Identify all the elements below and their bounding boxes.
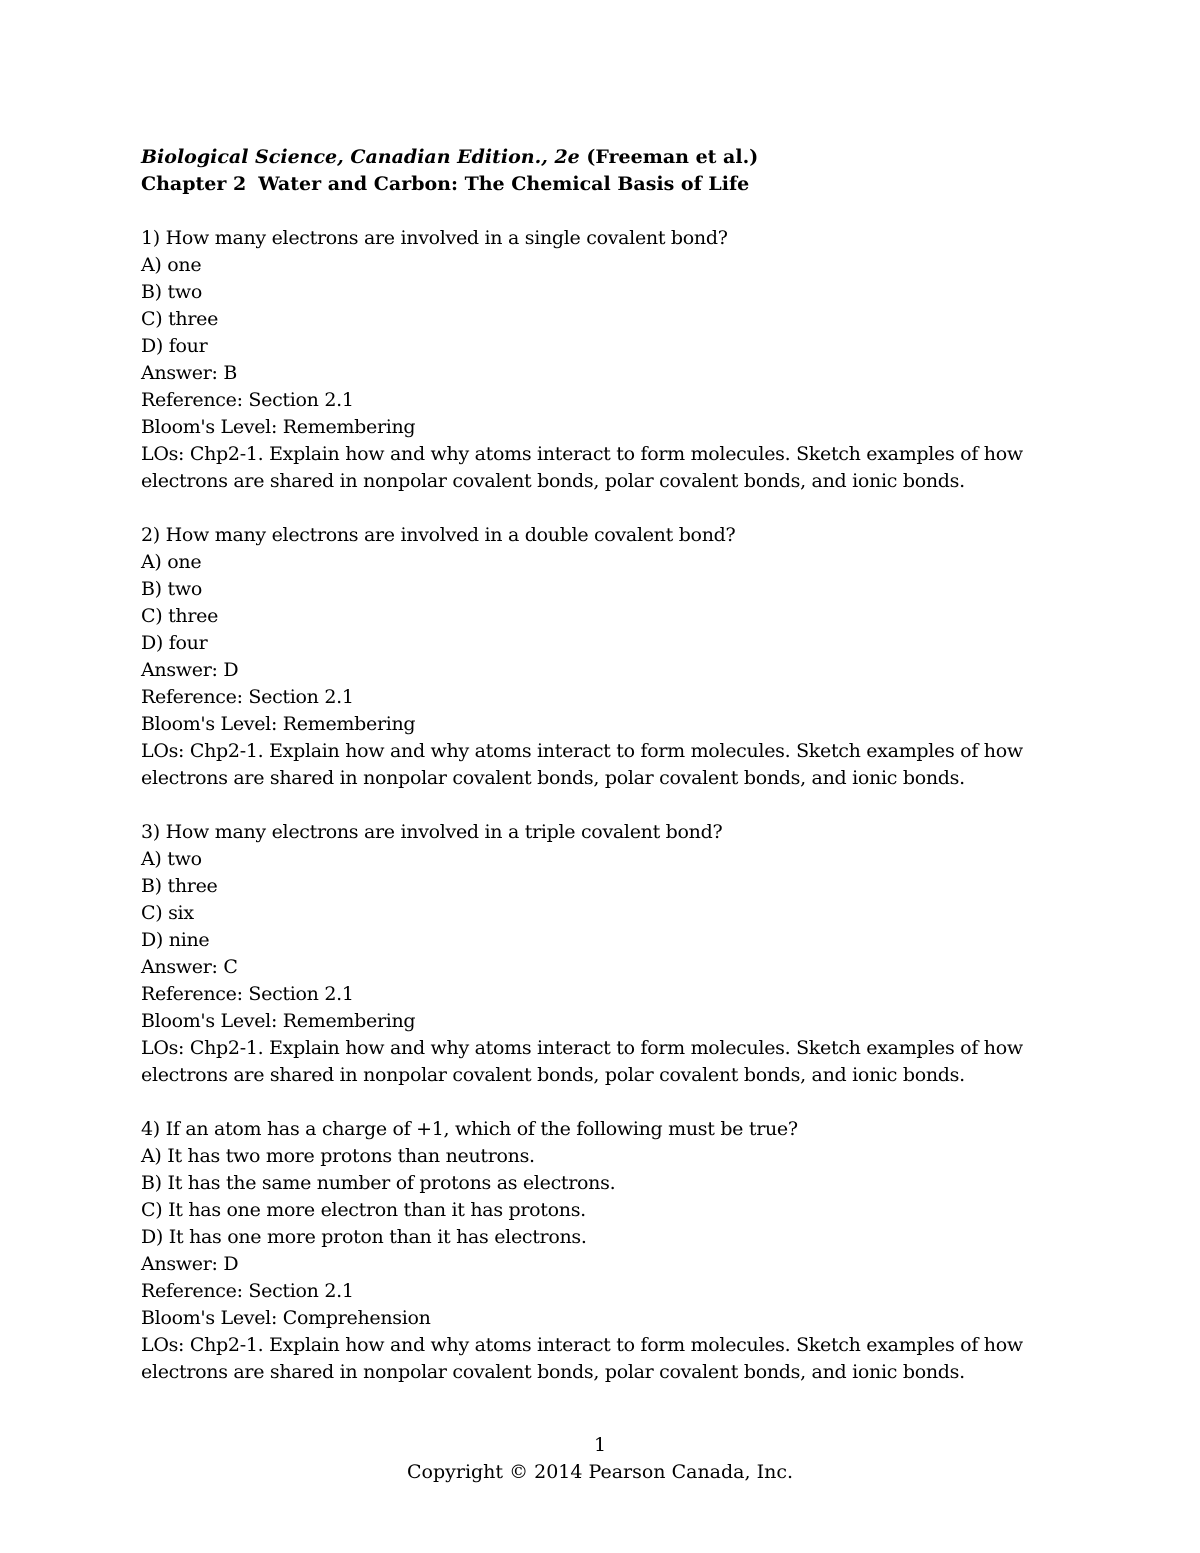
choice-c: C) It has one more electron than it has protons. xyxy=(141,1199,586,1221)
question-stem: 1) How many electrons are involved in a single covalent bond? xyxy=(141,227,728,249)
learning-objective-line-2: electrons are shared in nonpolar covalent bonds, polar covalent bonds, and ionic bonds. xyxy=(141,1064,965,1086)
reference: Reference: Section 2.1 xyxy=(141,389,354,411)
choice-b: B) It has the same number of protons as electrons. xyxy=(141,1172,616,1194)
choice-a: A) one xyxy=(141,551,202,573)
answer: Answer: D xyxy=(141,1253,239,1275)
reference: Reference: Section 2.1 xyxy=(141,686,354,708)
reference: Reference: Section 2.1 xyxy=(141,1280,354,1302)
choice-d: D) four xyxy=(141,632,208,654)
choice-b: B) two xyxy=(141,578,202,600)
blooms-level: Bloom's Level: Remembering xyxy=(141,713,416,735)
copyright-notice: Copyright © 2014 Pearson Canada, Inc. xyxy=(406,1461,793,1483)
question-1 xyxy=(141,225,1101,495)
choice-c: C) three xyxy=(141,605,219,627)
book-title-line xyxy=(141,144,1101,171)
choice-d: D) nine xyxy=(141,929,210,951)
document-body xyxy=(141,144,1101,1386)
blooms-level: Bloom's Level: Remembering xyxy=(141,416,416,438)
learning-objective-line-2: electrons are shared in nonpolar covalent bonds, polar covalent bonds, and ionic bonds. xyxy=(141,1361,965,1383)
book-authors: (Freeman et al.) xyxy=(586,146,759,168)
question-4 xyxy=(141,1116,1101,1386)
question-2 xyxy=(141,522,1101,792)
choice-a: A) It has two more protons than neutrons. xyxy=(141,1145,535,1167)
choice-b: B) two xyxy=(141,281,202,303)
learning-objective-line-1: LOs: Chp2-1. Explain how and why atoms interact to form molecules. Sketch examples of how xyxy=(141,740,1023,762)
answer: Answer: C xyxy=(141,956,238,978)
question-stem: 2) How many electrons are involved in a double covalent bond? xyxy=(141,524,736,546)
learning-objective-line-1: LOs: Chp2-1. Explain how and why atoms interact to form molecules. Sketch examples of how xyxy=(141,1334,1023,1356)
choice-c: C) six xyxy=(141,902,194,924)
chapter-heading xyxy=(141,171,1101,198)
choice-d: D) four xyxy=(141,335,208,357)
choice-b: B) three xyxy=(141,875,218,897)
choice-c: C) three xyxy=(141,308,219,330)
page-number: 1 xyxy=(593,1434,607,1456)
choice-d: D) It has one more proton than it has electrons. xyxy=(141,1226,587,1248)
chapter-label: Chapter 2 xyxy=(141,173,247,195)
question-stem: 4) If an atom has a charge of +1, which of the following must be true? xyxy=(141,1118,798,1140)
question-3 xyxy=(141,819,1101,1089)
learning-objective-line-2: electrons are shared in nonpolar covalent bonds, polar covalent bonds, and ionic bonds. xyxy=(141,470,965,492)
learning-objective-line-2: electrons are shared in nonpolar covalent bonds, polar covalent bonds, and ionic bonds. xyxy=(141,767,965,789)
question-stem: 3) How many electrons are involved in a triple covalent bond? xyxy=(141,821,723,843)
answer: Answer: B xyxy=(141,362,238,384)
book-title: Biological Science, Canadian Edition., 2e xyxy=(141,146,580,168)
blooms-level: Bloom's Level: Comprehension xyxy=(141,1307,431,1329)
choice-a: A) two xyxy=(141,848,202,870)
learning-objective-line-1: LOs: Chp2-1. Explain how and why atoms interact to form molecules. Sketch examples of how xyxy=(141,443,1023,465)
blooms-level: Bloom's Level: Remembering xyxy=(141,1010,416,1032)
chapter-title: Water and Carbon: The Chemical Basis of Life xyxy=(258,173,750,195)
reference: Reference: Section 2.1 xyxy=(141,983,354,1005)
learning-objective-line-1: LOs: Chp2-1. Explain how and why atoms interact to form molecules. Sketch examples of how xyxy=(141,1037,1023,1059)
choice-a: A) one xyxy=(141,254,202,276)
answer: Answer: D xyxy=(141,659,239,681)
